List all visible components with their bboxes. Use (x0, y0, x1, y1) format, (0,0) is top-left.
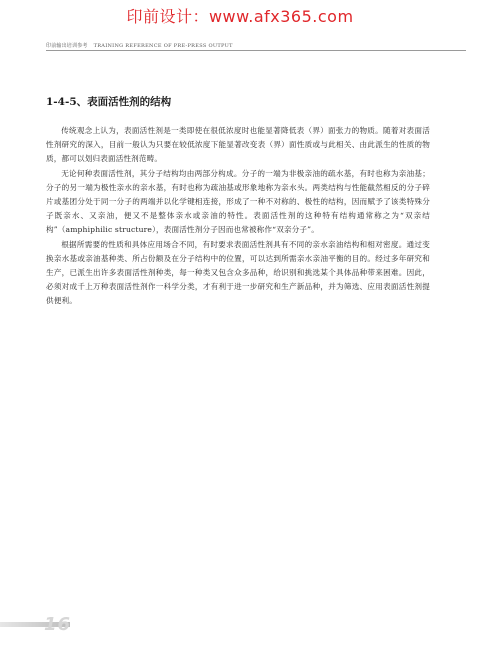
running-header (46, 42, 456, 49)
paragraph: 传统观念上认为，表面活性剂是一类即使在很低浓度时也能显著降低表（界）面张力的物质。随着对表面活性剂研究的深入，目前一般认为只要在较低浓度下能显著改变表（界）面性质或与此相关、由此派生的性质的物质，都可以划归表面活性剂范畴。 (46, 126, 430, 164)
header-divider (46, 50, 466, 51)
watermark-text: 印前设计：www.afx365.com (126, 7, 354, 26)
running-header-cn: 印前输出培训参考 (46, 43, 88, 49)
body-text (46, 124, 430, 309)
paragraph: 根据所需要的性质和具体应用场合不同，有时要求表面活性剂具有不同的亲水亲油结构和相对密度。通过变换亲水基或亲油基种类、所占份额及在分子结构中的位置，可以达到所需亲水亲油平衡的目的。经过多年研究和生产，已派生出许多表面活性剂种类，每一种类又包含众多品种，给识别和挑选某个具体品种带来困难。因此，必须对成千上万种表面活性剂作一科学分类，才有利于进一步研究和生产新品种，并为筛选、应用表面活性剂提供便利。 (46, 239, 430, 306)
paragraph: 无论何种表面活性剂，其分子结构均由两部分构成。分子的一端为非极亲油的疏水基，有时也称为亲油基；分子的另一端为极性亲水的亲水基，有时也称为疏油基或形象地称为亲水头。两类结构与性能截然相反的分子碎片或基团分处于同一分子的两端并以化学键相连接，形成了一种不对称的、极性的结构，因而赋予了该类特殊分子既亲水、又亲油，便又不是整体亲水或亲油的特性。表面活性剂的这种特有结构通常称之为“双亲结构”（amphiphilic structure），表面活性剂分子因而也常被称作“双亲分子”。 (46, 168, 430, 235)
section-heading: 1-4-5、表面活性剂的结构 (46, 96, 172, 108)
running-header-en: TRAINING REFERENCE OF PRE-PRESS OUTPUT (93, 43, 233, 49)
page-number: 16 (44, 614, 72, 635)
